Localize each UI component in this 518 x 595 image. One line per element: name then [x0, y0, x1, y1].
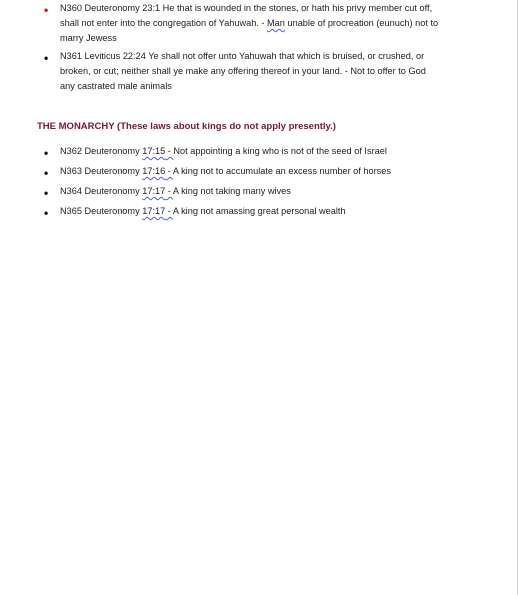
text-line: N360 Deuteronomy 23:1 He that is wounded in the stones, or hath his privy member cut off,: [60, 3, 433, 13]
bullet-icon: •: [44, 186, 49, 200]
text-segment: N362 Deuteronomy: [60, 146, 143, 156]
text-line: broken, or cut; neither shall ye make any offering thereof in your land. - Not to offer to God: [60, 66, 426, 76]
list-item-text: [60, 49, 480, 94]
spellcheck-separator: -: [165, 166, 173, 176]
bullet-icon: •: [44, 146, 49, 160]
text-segment: unable of procreation (eunuch) not to: [287, 18, 439, 28]
list-item-text: [60, 144, 480, 159]
text-line: [60, 184, 480, 199]
list-item-text: [60, 1, 480, 46]
text-segment: A king not taking many wives: [172, 186, 291, 196]
text-segment: Not appointing a king who is not of the seed of Israel: [173, 146, 387, 156]
text-segment: shall not enter into the congregation of Yahuwah. -: [60, 18, 268, 28]
text-line: any castrated male animals: [60, 81, 172, 91]
text-segment: N365 Deuteronomy: [60, 206, 143, 216]
text-line: [60, 144, 480, 159]
bullet-icon: •: [44, 51, 49, 65]
list-item-text: [60, 184, 480, 199]
text-line: [60, 204, 480, 219]
text-segment: N363 Deuteronomy: [60, 166, 143, 176]
spellcheck-separator: -: [165, 146, 174, 156]
bullet-icon: •: [44, 166, 49, 180]
text-line: [60, 164, 480, 179]
bullet-icon: •: [44, 206, 49, 220]
text-segment: A king not amassing great personal wealth: [172, 206, 346, 216]
spellcheck-ref: 17:15: [142, 146, 166, 156]
list-item-text: [60, 164, 480, 179]
text-line: [60, 16, 480, 31]
spellcheck-ref: 17:16: [142, 166, 166, 176]
spellcheck-separator: -: [165, 206, 173, 216]
section-heading: THE MONARCHY (These laws about kings do not apply presently.): [37, 121, 336, 132]
list-item-text: [60, 204, 480, 219]
spellcheck-separator: -: [165, 186, 173, 196]
text-segment: N364 Deuteronomy: [60, 186, 143, 196]
text-line: marry Jewess: [60, 33, 117, 43]
text-line: N361 Leviticus 22:24 Ye shall not offer unto Yahuwah that which is bruised, or crushed, or: [60, 51, 425, 61]
bullet-icon: •: [44, 3, 49, 17]
spellcheck-ref: 17:17: [142, 186, 166, 196]
spellcheck-word: Man: [267, 18, 285, 28]
text-segment: A king not to accumulate an excess number of horses: [172, 166, 391, 176]
spellcheck-ref: 17:17: [142, 206, 166, 216]
